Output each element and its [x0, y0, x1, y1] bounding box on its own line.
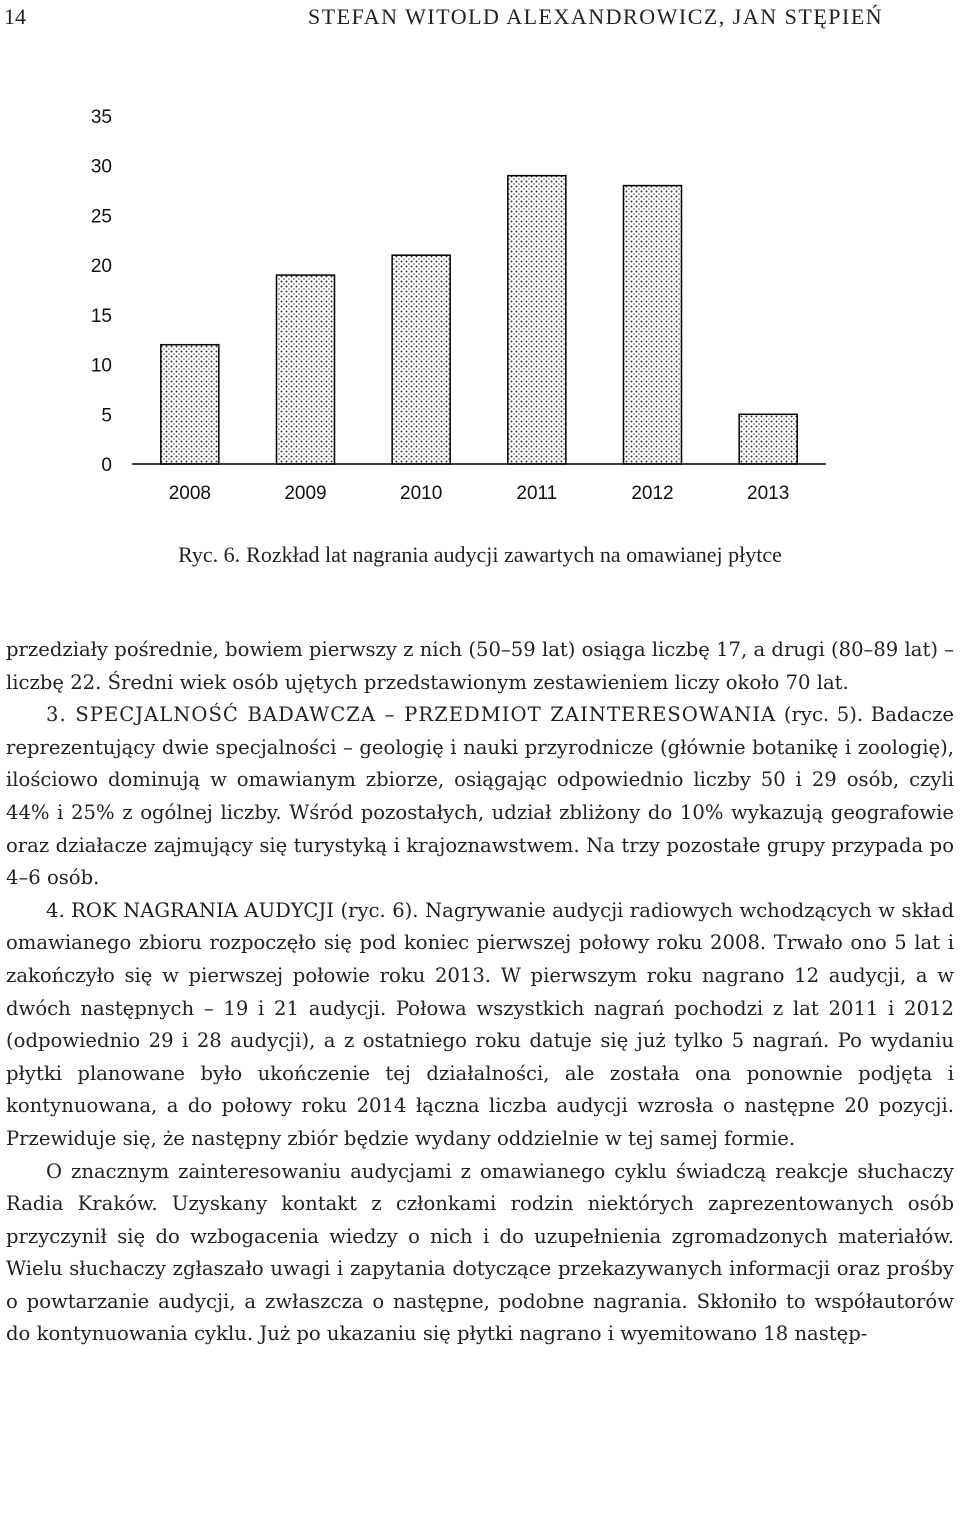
paragraph-1: przedziały pośrednie, bowiem pierwszy z nich (50–59 lat) osiąga liczbę 17, a drugi (80–89 lat) – liczbę 22. Średni wiek osób ujętych przedstawionym zestawieniem liczy około 70 lat.	[6, 638, 954, 694]
x-tick-label: 2010	[400, 483, 443, 504]
y-tick-label: 35	[90, 107, 112, 128]
y-tick-label: 10	[90, 355, 112, 377]
bar-2011	[508, 176, 566, 464]
x-tick-label: 2011	[516, 483, 558, 504]
body-text	[6, 634, 954, 1351]
figure-chart	[0, 90, 960, 520]
bar-chart	[0, 90, 960, 520]
x-tick-label: 2008	[168, 483, 211, 504]
caption-text: Rozkład lat nagrania audycji zawartych na omawianej płytce	[246, 542, 782, 567]
x-tick-label: 2013	[747, 483, 790, 504]
running-title: STEFAN WITOLD ALEXANDROWICZ, JAN STĘPIEŃ	[308, 4, 884, 29]
bar-2012	[624, 186, 682, 464]
caption-number: Ryc. 6.	[178, 542, 241, 567]
bar-2010	[392, 255, 450, 464]
bar-2009	[277, 275, 335, 464]
y-tick-label: 20	[90, 256, 112, 278]
bar-2013	[739, 414, 797, 464]
x-tick-label: 2009	[284, 483, 327, 504]
x-tick-label: 2012	[631, 483, 674, 504]
paragraph-3	[6, 895, 954, 1156]
bar-2008	[161, 345, 219, 464]
paragraph-2	[6, 699, 954, 895]
paragraph-4: O znacznym zainteresowaniu audycjami z omawianego cyklu świadczą reakcje słuchaczy Radia Kraków. Uzyskany kontakt z członkami rodzin niektórych zaprezentowanych osób przyczynił się do wzbogacenia wiedzy o nich i do uzupełnienia zgromadzonych materiałów. Wielu słuchaczy zgłaszało uwagi i zapytania dotyczące przekazywanych informacji oraz prośby o powtarzanie audycji, a zwłaszcza o następne, podobne nagrania. Skłoniło to współautorów do kontynuowania cyklu. Już po ukazaniu się płytki nagrano i wyemitowano 18 następ-	[6, 1159, 954, 1346]
y-tick-label: 15	[90, 305, 112, 327]
page-header	[0, 4, 960, 40]
y-tick-label: 30	[90, 156, 112, 178]
section-heading-4: 4. ROK NAGRANIA AUDYCJI	[46, 898, 334, 922]
y-tick-label: 5	[101, 405, 112, 427]
y-tick-label: 0	[101, 455, 112, 476]
y-tick-label: 25	[90, 206, 112, 228]
section-heading-3: 3. SPECJALNOŚĆ BADAWCZA – PRZEDMIOT ZAINTERESOWANIA	[46, 703, 777, 727]
page-number: 14	[4, 4, 26, 29]
paragraph-3-text: (ryc. 6). Nagrywanie audycji radiowych wchodzących w skład omawianego zbioru rozpoczęło się pod koniec pierwszej połowy roku 2008. Trwało ono 5 lat i zakończyło się w pierwszej połowie roku 2013. W pierwszym roku nagrano 12 audycji, a w dwóch następnych – 19 i 21 audycji. Połowa wszystkich nagrań pochodzi z lat 2011 i 2012 (odpowiednio 29 i 28 audycji), a z ostatniego roku datuje się już tylko 5 nagrań. Po wydaniu płytki planowane było ukończenie tej działalności, ale została ona ponownie podjęta i kontynuowana, a do połowy roku 2014 łączna liczba audycji wzrosła o następne 20 pozycji. Przewiduje się, że następny zbiór będzie wydany oddzielnie w tej samej formie.	[6, 898, 954, 1150]
figure-caption	[0, 542, 960, 568]
paragraph-2-text: (ryc. 5). Badacze reprezentujący dwie specjalności – geologię i nauki przyrodnicze (głównie botanikę i zoologię), ilościowo dominują w omawianym zbiorze, osiągając odpowiednio liczby 50 i 29 osób, czyli 44% i 25% z ogólnej liczby. Wśród pozostałych, udział zbliżony do 10% wykazują geografowie oraz działacze zajmujący się turystyką i krajoznawstwem. Na trzy pozostałe grupy przypada po 4–6 osób.	[6, 703, 954, 890]
